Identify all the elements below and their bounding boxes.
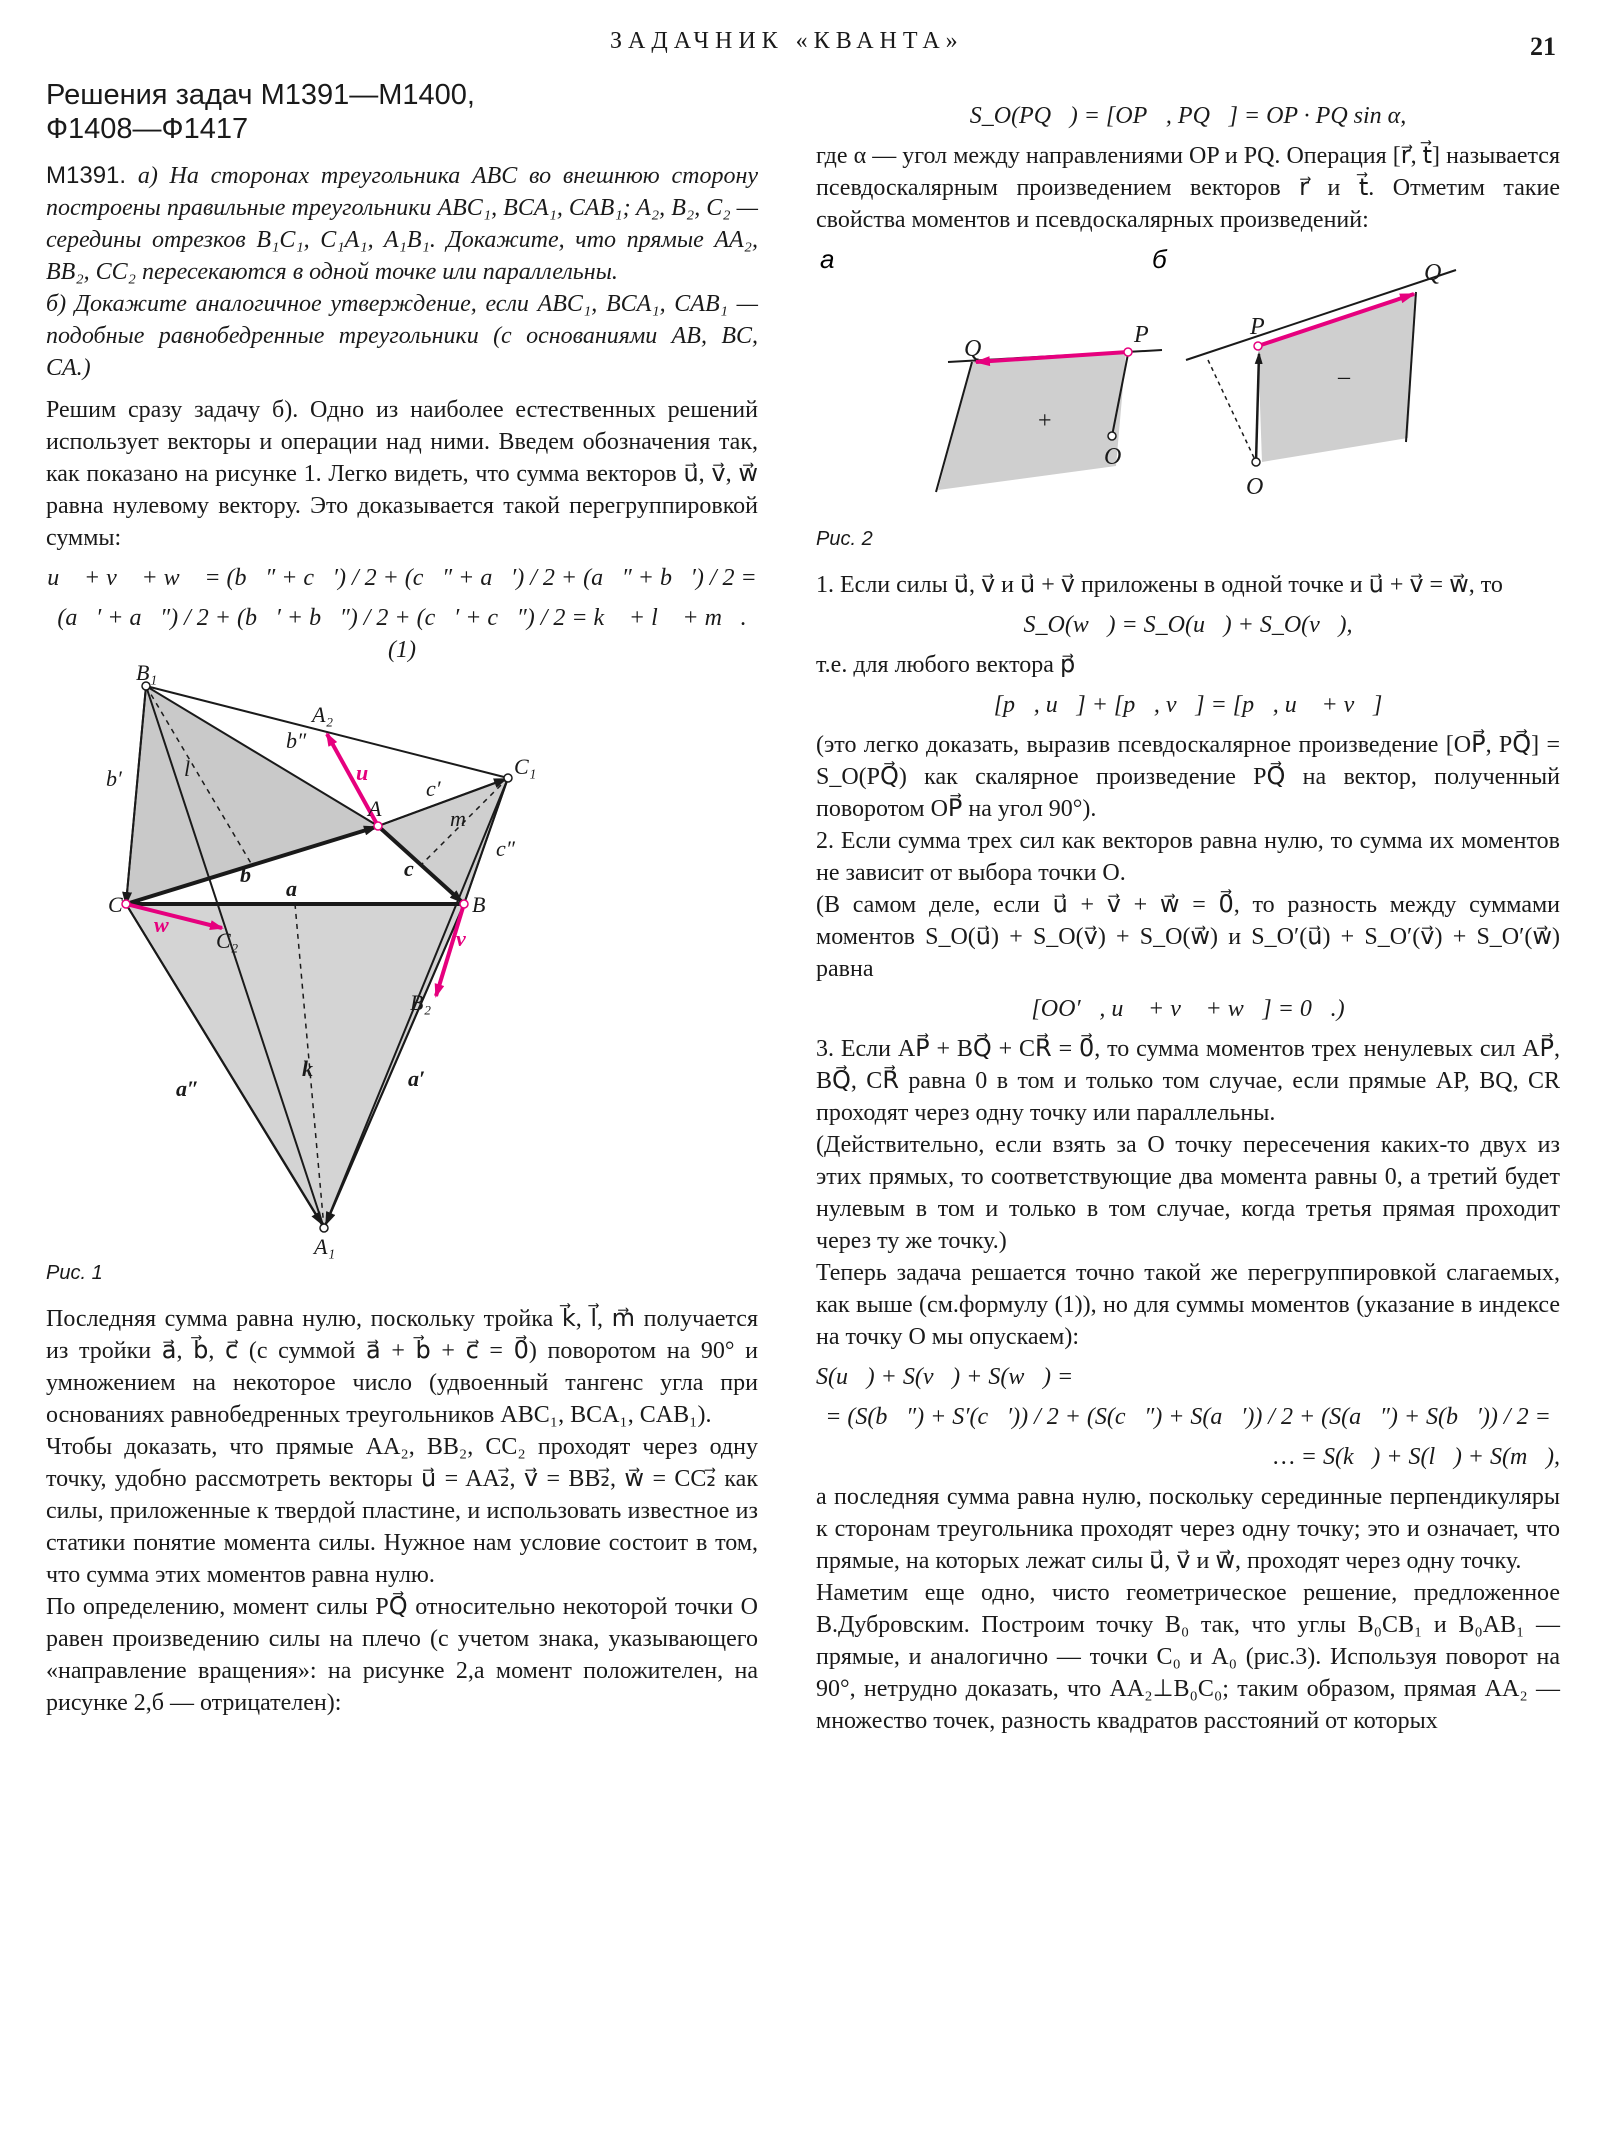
label-b: B <box>472 892 486 917</box>
journal-title: ЗАДАЧНИК «КВАНТА» <box>610 28 964 54</box>
label-a2: A₂ <box>312 702 334 727</box>
formula-2-line-1: S(u⃗) + S(v⃗) + S(w⃗) = <box>816 1364 1074 1390</box>
label-c2: C₂ <box>216 928 239 953</box>
item-1-formula-2: [p⃗, u⃗] + [p⃗, v⃗] = [p⃗, u⃗ + v⃗] <box>993 692 1383 718</box>
fig2b-label-p: P <box>1250 314 1265 340</box>
paragraph: Наметим еще одно, чисто геометрическое решение, предложенное В.Дубровским. Построим точку B₀ так, что углы B₀CB₁ и B₀AB₁ — прямые, и аналогично — точки C₀ и A₀ (рис.3). Используя поворот на 90°, нетрудно доказать, что AA₂⊥B₀C₀; таким образом, прямая AA₂ — множество точек, разность квадратов расстояний от которых <box>816 1580 1560 1734</box>
label-k: k <box>302 1056 313 1081</box>
item-1-explanation: (это легко доказать, выразив псевдоскалярное произведение [OP⃗, PQ⃗] = S_O(PQ⃗) как скалярное произведение PQ⃗ на вектор, полученный поворотом OP⃗ на угол 90°). <box>816 732 1560 822</box>
fig2b-label-q: Q <box>1424 260 1442 286</box>
paragraph: Решим сразу задачу б). Одно из наиболее естественных решений использует векторы и операции над ними. Введем обозначения так, как показано на рисунке 1. Легко видеть, что сумма векторов u⃗, v⃗, w⃗ равна нулевому вектору. Это доказывается такой перегруппировкой суммы: <box>46 397 758 551</box>
item-3: 3. Если AP⃗ + BQ⃗ + CR⃗ = 0⃗, то сумма моментов трех ненулевых сил AP⃗, BQ⃗, CR⃗ равна 0 в том и только том случае, если прямые AP, BQ, CR проходят через одну точку или параллельны. <box>816 1036 1560 1126</box>
fig2-caption: Рис. 2 <box>816 528 873 550</box>
page-header <box>0 28 1600 68</box>
formula-1-line-1: u⃗ + v⃗ + w⃗ = (b⃗″ + c⃗′) / 2 + (c⃗″ + a⃗′) / 2 + (a⃗″ + b⃗′) / 2 = <box>47 565 757 591</box>
label-w: w <box>154 912 169 937</box>
fig2a-label-p: P <box>1134 322 1149 348</box>
item-1-formula: S_O(w⃗) = S_O(u⃗) + S_O(v⃗), <box>1023 612 1353 638</box>
section-title-line1: Решения задач М1391—М1400, <box>46 79 475 111</box>
paragraph: По определению, момент силы PQ⃗ относительно некоторой точки O равен произведению силы на плечо (с учетом знака, указывающего «направление вращения»: на рисунке 2,а момент положителен, на рисунке 2,б — отрицателен): <box>46 1594 758 1716</box>
formula-1-line-2: (a⃗′ + a⃗″) / 2 + (b⃗′ + b⃗″) / 2 + (c⃗′ + c⃗″) / 2 = k⃗ + l⃗ + m⃗. (1) <box>57 605 747 663</box>
label-b-vec: b <box>240 862 251 887</box>
label-m: m <box>450 806 466 831</box>
fig2a-point-p <box>1124 348 1132 356</box>
point-a <box>374 822 382 830</box>
paragraph: а последняя сумма равна нулю, поскольку серединные перпендикуляры к сторонам треугольника проходят через одну точку; это и означает, что прямые, на которых лежат силы u⃗, v⃗ и w⃗, проходят через одну точку. <box>816 1484 1560 1574</box>
problem-number: М1391. <box>46 162 127 189</box>
paragraph: Чтобы доказать, что прямые AA₂, BB₂, CC₂ проходят через одну точку, удобно рассмотреть векторы u⃗ = AA₂⃗, v⃗ = BB₂⃗, w⃗ = CC₂⃗ как силы, приложенные к твердой пластине, и использовать известное из статики понятие момента силы. Нужное нам условие состоит в том, что сумма этих моментов равна нулю. <box>46 1434 758 1588</box>
fig1-caption: Рис. 1 <box>46 1262 103 1284</box>
formula-2-line-2: = (S(b⃗″) + S′(c⃗′)) / 2 + (S(c⃗″) + S(a⃗′)) / 2 + (S(a⃗″) + S(b⃗′)) / 2 = <box>825 1404 1551 1430</box>
formula-2-line-3: … = S(k⃗) + S(l⃗) + S(m⃗), <box>1273 1444 1560 1470</box>
left-column <box>46 78 758 1719</box>
problem-statement <box>46 160 758 384</box>
label-l: l <box>184 756 191 781</box>
fig2a-label-q: Q <box>964 336 982 362</box>
statement-b: б) Докажите аналогичное утверждение, если ABC₁, BCA₁, CAB₁ — подобные равнобедренные треугольники (с основаниями AB, BC, CA.) <box>46 291 758 381</box>
item-2: 2. Если сумма трех сил как векторов равна нулю, то сумма их моментов не зависит от выбора точки O. <box>816 828 1560 886</box>
label-c-pp: c″ <box>496 836 515 861</box>
label-c-p: c′ <box>426 776 441 801</box>
point-c1 <box>504 774 512 782</box>
right-column <box>816 78 1560 1737</box>
label-a: A <box>368 796 382 821</box>
fig2b-point-p <box>1254 342 1262 350</box>
item-1-text: т.е. для любого вектора p⃗ <box>816 652 1076 678</box>
paragraph: где α — угол между направлениями OP и PQ. Операция [r⃗, t⃗] называется псевдоскалярным произведением векторов r⃗ и t⃗. Отметим такие свойства моментов и псевдоскалярных произведений: <box>816 143 1560 233</box>
fig2b-label-o: O <box>1246 474 1264 500</box>
label-a1: A₁ <box>314 1234 336 1259</box>
label-b2: B₂ <box>410 990 432 1015</box>
label-b-p: b′ <box>106 766 122 791</box>
label-b-pp: b″ <box>286 728 307 753</box>
fig2a-label-plus: + <box>1038 408 1052 434</box>
section-title <box>46 78 758 146</box>
triangle-cab1 <box>126 686 378 904</box>
label-a-vec: a <box>286 876 297 901</box>
fig2a-point-o <box>1108 432 1116 440</box>
fig2-label-b: б <box>1152 244 1167 274</box>
item-2-formula: [OO′⃗, u⃗ + v⃗ + w⃗] = 0⃗.) <box>1031 996 1345 1022</box>
paragraph: Теперь задача решается точно такой же перегруппировкой слагаемых, как выше (см.формулу (1)), но для суммы моментов (указание в индексе на точку O мы опускаем): <box>816 1260 1560 1350</box>
point-a1 <box>320 1224 328 1232</box>
formula-moment: S_O(PQ⃗) = [OP⃗, PQ⃗] = OP · PQ sin α, <box>969 103 1407 129</box>
point-b <box>460 900 468 908</box>
page-number: 21 <box>1530 32 1556 61</box>
label-u: u <box>356 760 369 785</box>
fig2a-label-o: O <box>1104 444 1122 470</box>
item-3-explanation: (Действительно, если взять за O точку пересечения каких-то двух из этих прямых, то соответствующие два момента равны 0, а третий будет нулевым в том и только в том случае, когда третья прямая проходит через ту же точку.) <box>816 1132 1560 1254</box>
section-title-line2: Ф1408—Ф1417 <box>46 113 249 145</box>
fig2-label-a: а <box>820 244 835 274</box>
figure-2 <box>816 242 1560 522</box>
fig2b-point-o <box>1252 458 1260 466</box>
point-c <box>122 900 130 908</box>
label-c1: C₁ <box>514 754 537 779</box>
label-c-vec: c <box>404 856 414 881</box>
item-1: 1. Если силы u⃗, v⃗ и u⃗ + v⃗ приложены в одной точке и u⃗ + v⃗ = w⃗, то <box>816 572 1503 598</box>
item-2-explanation: (В самом деле, если u⃗ + v⃗ + w⃗ = 0⃗, то разность между суммами моментов S_O(u⃗) + S_O(v⃗) + S_O(w⃗) и S_O′(u⃗) + S_O′(v⃗) + S_O′(w⃗) равна <box>816 892 1560 982</box>
statement-a: а) На сторонах треугольника ABC во внешнюю сторону построены правильные треугольники ABC₁, BCA₁, CAB₁; A₂, B₂, C₂ — середины отрезков B₁C₁, C₁A₁, A₁B₁. Докажите, что прямые AA₂, BB₂, CC₂ пересекаются в одной точке или параллельны. <box>46 163 759 285</box>
fig2b-vector-op <box>1256 354 1259 462</box>
label-a-p: a′ <box>408 1066 426 1091</box>
label-c: C <box>108 892 123 917</box>
label-a-pp: a″ <box>176 1076 200 1101</box>
fig2b-line-dash <box>1208 360 1256 462</box>
label-b1: B₁ <box>136 660 158 685</box>
fig2b-label-minus: – <box>1338 364 1350 390</box>
figure-1 <box>106 660 636 1259</box>
fig2a-region <box>938 352 1126 490</box>
paragraph: Последняя сумма равна нулю, поскольку тройка k⃗, l⃗, m⃗ получается из тройки a⃗, b⃗, c⃗ (с суммой a⃗ + b⃗ + c⃗ = 0⃗) поворотом на 90° и умножением на некоторое число (удвоенный тангенс угла при основаниях равнобедренных треугольников ABC₁, BCA₁, CAB₁). <box>46 1306 758 1428</box>
label-v: v <box>456 926 466 951</box>
